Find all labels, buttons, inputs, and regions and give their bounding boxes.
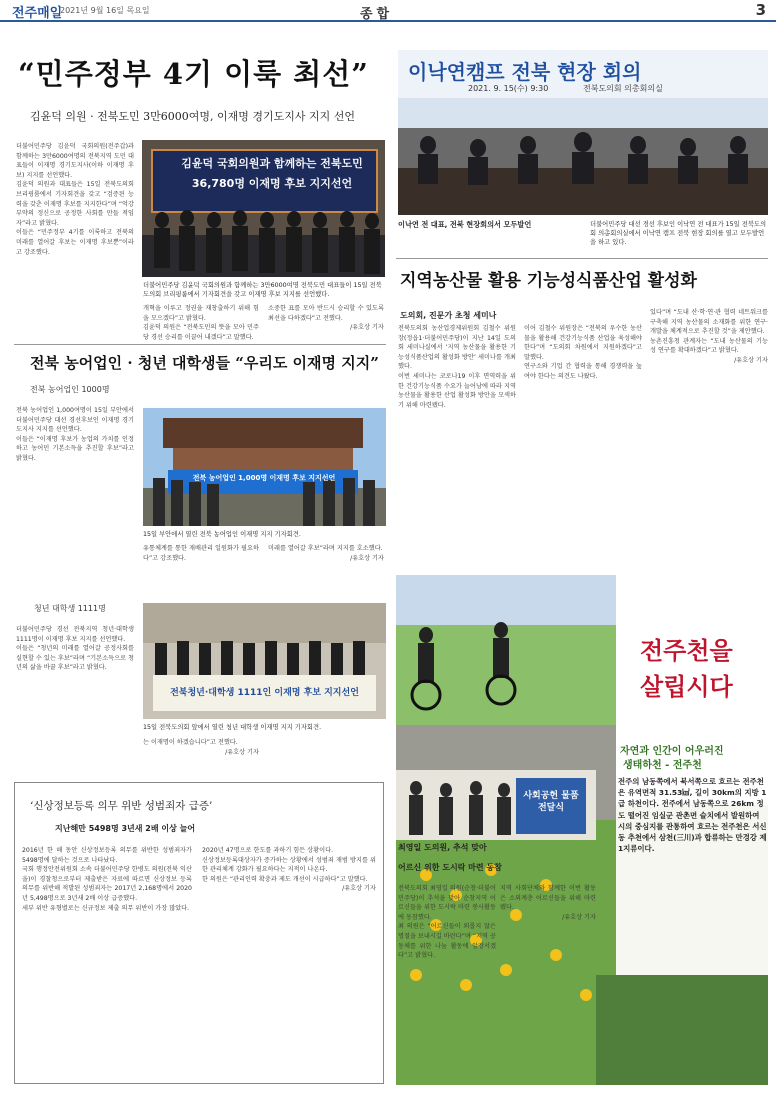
subhead-minju: 김윤덕 의원 · 전북도민 3만6000여명, 이재명 경기도지사 지지 선언 (30, 110, 355, 123)
paragraph: 더불어민주당 김윤덕 국회의원(전주갑)과 함께하는 3만6000여명의 전북지역 도민 대표들이 이재명 경기도지사(이하 이재명 후보) 지지를 선언했다. (16, 143, 134, 179)
paragraph: 이어 김철수 위원장은 “전북의 우수한 농산물을 활용해 건강기능식품 산업을 육성해야 한다”며 “도의회 차원에서 지원하겠다”고 말했다. (524, 325, 642, 361)
banner-text: 김윤덕 국회의원과 함께하는 전북도민 36,780명 이재명 후보 지지선언 (181, 157, 363, 190)
section-title: 종합 (360, 7, 394, 22)
masthead (0, 0, 776, 22)
byline: /유호상 기자 (342, 885, 376, 893)
photo-caption-youth: 15일 전북도의회 앞에서 열린 청년 대학생 이재명 지지 기자회견. (143, 724, 322, 731)
article2-col2 (143, 544, 259, 600)
article2-youth-col2 (143, 738, 259, 768)
article5-col2 (500, 884, 596, 1080)
press-conference-photo (142, 140, 385, 277)
paragraph: 개혁을 이루고 정권을 재창출하기 위해 힘을 모으겠다”고 밝혔다. (143, 305, 259, 322)
campaign-meeting-photo (398, 50, 768, 215)
page-number: 3 (755, 1, 766, 19)
article2-col1 (16, 406, 134, 603)
paragraph: 유통체계를 통한 재배관리 일원화가 필요하다”고 강조했다. (143, 545, 259, 562)
paragraph: 2016년 한 해 동안 신상정보등록 의무를 위반한 성범죄자가 5498명에 달하는 것으로 나타났다. (22, 847, 192, 864)
divider (14, 344, 386, 345)
divider (396, 258, 768, 259)
byline: /유호상 기자 (350, 554, 384, 562)
article4-col2 (524, 324, 642, 566)
photo-caption-campaign-right: 더불어민주당 대선 경선 후보인 이낙연 전 대표가 15일 전북도의회 의총회의실에서 이낙연 캠프 전북 현장 회의를 열고 모두발언을 하고 있다. (590, 221, 767, 246)
ad-title-line1: 전주천을 (640, 637, 733, 665)
headline-minju: “민주정부 4기 이룩 최선” (18, 57, 369, 91)
volunteer-photo (396, 770, 596, 840)
farmers-image (143, 408, 386, 526)
paragraph: 있다”며 “도내 산·학·연·관 협력 네트워크를 구축해 지역 농산물의 소재화를 위한 연구·개발을 체계적으로 추진할 것”을 제안했다. (650, 309, 768, 336)
byline: /유호상 기자 (562, 913, 596, 921)
subhead-choi2: 어르신 위한 도시락 마련 동참 (398, 863, 502, 872)
banner-text: 전북 농어업인 1,000명 이재명 후보 지지선언 (192, 474, 336, 482)
paragraph: 미래를 열어갈 후보”라며 지지를 호소했다. (268, 545, 383, 552)
paragraph: 이번 세미나는 코로나19 이후 면역력을 위한 건강기능식품 수요가 늘어남에 따라 지역 농산물을 활용한 산업 활성화 방안을 모색하기 위해 마련됐다. (398, 372, 516, 409)
paragraph: 전북도의회 최영일 의원(순창·더불어민주당)이 추석을 맞아 순창지역 어르신들을 위한 도시락 마련 봉사활동에 동참했다. (398, 885, 496, 921)
paragraph: 이들은 “청년의 미래를 열어갈 공정사회를 실현할 수 있는 후보”라며 “기본소득으로 청년의 삶을 바꿀 후보”라고 밝혔다. (16, 645, 134, 672)
subhead-youth: 청년 대학생 1111명 (34, 604, 106, 613)
paragraph: 전북도의회 농산업경제위원회 김철수 위원장(정읍1·더불어민주당)이 지난 14일 도의회 세미나실에서 ‘지역 농산물을 활용한 기능성식품산업의 활성화 방안’ 세미나를 개최했다. (398, 325, 516, 371)
photo-caption-campaign-left: 이낙연 전 대표, 전북 현장회의서 모두발언 (398, 220, 532, 229)
ad-title (640, 633, 733, 705)
article5-col1 (398, 884, 496, 1080)
youth-photo (143, 603, 386, 719)
article1-col1 (16, 142, 134, 357)
paragraph: 김윤덕 의원과 대표들은 15일 전북도의회 브리핑룸에서 기자회견을 갖고 “검증된 능력을 갖춘 이재명 후보를 지지한다”며 “억강부약의 정신으로 공정한 사회를 만들 적임자”라고 밝혔다. (16, 181, 134, 227)
banner-text: 전북청년·대학생 1111인 이재명 후보 지지선언 (170, 688, 359, 698)
paragraph: 세부 위반 유형별로는 신규정보 제출 의무 위반이 가장 많았다. (22, 904, 190, 912)
subhead-choi1: 최영일 도의원, 추석 맞아 (398, 843, 487, 852)
paragraph: 지역 사회단체와 함께한 이번 활동은 소외계층 어르신들을 위해 마련됐다. (500, 885, 596, 912)
paragraph: 이들은 “이재명 후보가 농업의 가치를 인정하고 농어민 기본소득을 추진할 후보”라고 밝혔다. (16, 435, 134, 462)
farmers-photo (143, 408, 386, 526)
article4-col1 (398, 324, 516, 566)
headline-agri: 지역농산물 활용 기능성식품산업 활성화 (400, 271, 697, 291)
paragraph: 전북 농어업인 1,000여명이 15일 부안에서 더불어민주당 대선 경선후보인 이재명 경기도지사 지지를 선언했다. (16, 407, 134, 434)
youth-image (143, 603, 386, 719)
newspaper-logo: 전주매일 (12, 6, 63, 21)
campaign-banner-title: 이낙연캠프 전북 현장 회의 (408, 60, 642, 84)
byline: /유호상 기자 (350, 324, 384, 332)
paragraph: 한 의원은 “관리인력 확충과 제도 개선이 시급하다”고 말했다. (202, 875, 368, 883)
article1-col2 (143, 304, 259, 356)
headline-sex-offender: ‘신상정보등록 의무 위반 성범죄자 급증’ (30, 800, 213, 812)
paragraph: 김윤덕 의원은 “전북도민의 뜻을 모아 민주당 경선 승리를 이끌어 내겠다”고 말했다. (143, 324, 259, 341)
subhead-sex-offender: 지난해만 5498명 3년새 2배 이상 늘어 (55, 824, 196, 833)
paragraph: 연구소와 기업 간 협력을 통해 경쟁력을 높여야 한다는 의견도 나왔다. (524, 363, 642, 380)
paragraph: 이들은 “민주정부 4기를 이룩하고 전북의 미래를 열어갈 후보는 이재명 후보뿐”이라고 강조했다. (16, 229, 134, 256)
ad-subtitle2: 생태하천 - 전주천 (623, 760, 702, 771)
subhead-farmers: 전북 농어업인 1000명 (30, 385, 110, 394)
paragraph: 국회 행정안전위원회 소속 더불어민주당 한병도 의원(전북 익산을)이 경찰청으로부터 제출받은 자료에 따르면 신상정보 등록 의무를 위반해 적발된 성범죄자는 2017년 2,168명에서 2020년 5,498명으로 3년새 2배 이상 급증했다. (22, 866, 192, 902)
ad-subtitle1: 자연과 인간이 어우러진 (620, 746, 724, 757)
box-article-col1 (22, 846, 192, 1078)
article2-youth-col (16, 625, 134, 765)
box-article-col2 (202, 846, 376, 1078)
paragraph: 소중한 표를 모아 반드시 승리할 수 있도록 최선을 다하겠다”고 전했다. (268, 305, 384, 322)
campaign-banner-date: 2021. 9. 15(수) 9:30 (468, 84, 549, 93)
paragraph: 최 의원은 “어르신들이 외롭지 않은 명절을 보내시길 바란다”며 “지역 공동체를 위한 나눔 활동에 앞장서겠다”고 밝혔다. (398, 923, 496, 960)
byline: /유호상 기자 (734, 356, 768, 364)
headline-farmers: 전북 농어업인 · 청년 대학생들 “우리도 이재명 지지” (30, 354, 379, 372)
paragraph: 신상정보등록대상자가 증가하는 상황에서 성범죄 재범 방지를 위한 관리체계 강화가 필요하다는 지적이 나온다. (202, 856, 376, 874)
campaign-banner-place: 전북도의회 의총회의실 (583, 84, 663, 93)
article4-col3 (650, 308, 768, 566)
article1-col3 (268, 304, 384, 356)
photo-caption-farmers: 15일 부안에서 열린 전북 농어업인 이재명 지지 기자회견. (143, 531, 301, 538)
photo-caption-minju: 더불어민주당 김윤덕 국회의원과 함께하는 3만6000여명 전북도민 대표들이 15일 전북도의회 브리핑룸에서 기자회견을 갖고 이재명 후보 지지를 선언했다. (143, 282, 382, 298)
byline: /유호상 기자 (225, 748, 259, 756)
paragraph: 는 이재명이 하겠습니다”고 전했다. (143, 739, 238, 746)
ad-title-line2: 살립시다 (640, 673, 733, 701)
banner-text: 사회공헌 물품 전달식 (523, 791, 579, 813)
subhead-agri: 도의회, 진문가 초청 세미나 (400, 311, 497, 320)
paragraph: 더불어민주당 경선 전북지역 청년·대학생 1111명이 이재명 후보 지지를 선언했다. (16, 626, 134, 643)
paragraph: 2020년 47명으로 한도를 과하기 힘든 상황이다. (202, 847, 334, 854)
paragraph: 농촌진흥청 관계자는 “도내 농산물의 기능성 연구를 확대하겠다”고 밝혔다. (650, 337, 768, 355)
article2-col3 (268, 544, 384, 600)
ad-body-text: 전주의 남동쪽에서 북서쪽으로 흐르는 전주천은 유역면적 31.53㎢, 길이 30km의 지방 1급 하천이다. 전주에서 남동쪽으로 26km 정도 떨어진 임실군 관촌면 슬치에서 발원하여 시의 중심지를 관통하여 흐르는 전주천은 서신동 추천에서 삼천(三川)과 합류하는 만경강 제1지류이다. (618, 777, 767, 854)
issue-date: 2021년 9월 16일 목요일 (60, 6, 150, 15)
